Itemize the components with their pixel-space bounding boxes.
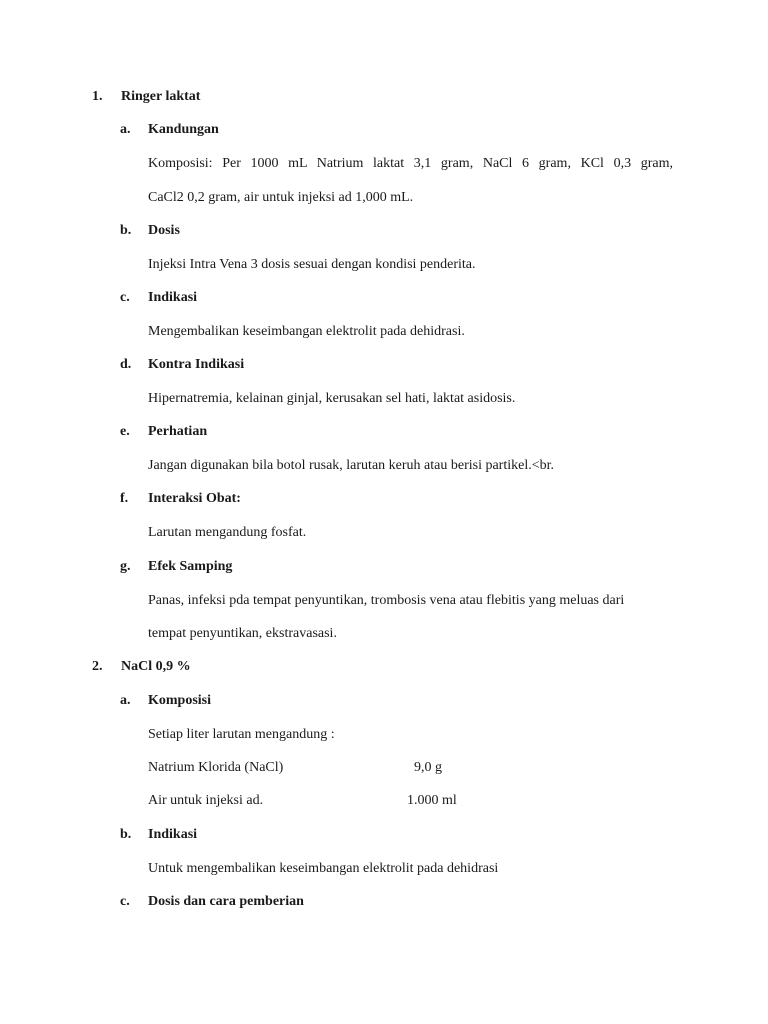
item-2a-header [120,692,212,710]
section-1-header [92,88,201,106]
item-heading: Kontra Indikasi [148,357,245,372]
item-1f-line-1: Larutan mengandung fosfat. [148,525,307,540]
item-letter: c. [120,894,130,909]
item-1c-header [120,289,198,307]
item-letter: g. [120,559,131,574]
section-2-title: NaCl 0,9 % [121,659,191,674]
item-2b-header [120,826,198,844]
item-heading: Interaksi Obat: [148,491,241,506]
item-1b-line-1: Injeksi Intra Vena 3 dosis sesuai dengan kondisi penderita. [148,257,476,272]
item-letter: d. [120,357,132,372]
item-1f-header [120,490,241,508]
item-1g-line-2: tempat penyuntikan, ekstravasasi. [148,626,337,641]
section-1-number: 1. [92,89,103,104]
item-2a-intro: Setiap liter larutan mengandung : [148,727,335,742]
item-letter: a. [120,122,131,137]
item-1g-line-1: Panas, infeksi pda tempat penyuntikan, trombosis vena atau flebitis yang meluas dari [148,593,625,608]
item-1e-header [120,423,208,441]
item-1d-line-1: Hipernatremia, kelainan ginjal, kerusakan sel hati, laktat asidosis. [148,391,516,406]
item-heading: Dosis [148,223,180,238]
item-heading: Komposisi [148,693,212,708]
item-1e-line-1: Jangan digunakan bila botol rusak, larutan keruh atau berisi partikel.<br. [148,458,554,473]
item-1a-header [120,121,219,139]
item-1a-line-2: CaCl2 0,2 gram, air untuk injeksi ad 1,000 mL. [148,190,414,205]
section-2-number: 2. [92,659,103,674]
section-1-title: Ringer laktat [121,89,201,104]
item-heading: Dosis dan cara pemberian [148,894,304,909]
composition-row-amount: 1.000 ml [407,793,457,808]
item-heading: Efek Samping [148,559,233,574]
item-2c-header [120,893,304,911]
item-1d-header [120,356,245,374]
item-1b-header [120,222,180,240]
item-letter: c. [120,290,130,305]
item-letter: f. [120,491,129,506]
item-letter: b. [120,827,132,842]
item-letter: e. [120,424,130,439]
item-1c-line-1: Mengembalikan keseimbangan elektrolit pada dehidrasi. [148,324,465,339]
composition-row-name: Natrium Klorida (NaCl) [148,760,284,775]
item-1a-line-1: Komposisi: Per 1000 mL Natrium laktat 3,1 gram, NaCl 6 gram, KCl 0,3 gram, [148,156,673,171]
item-2b-line-1: Untuk mengembalikan keseimbangan elektrolit pada dehidrasi [148,861,499,876]
item-letter: a. [120,693,131,708]
composition-row-amount: 9,0 g [414,760,442,775]
item-heading: Kandungan [148,122,219,137]
item-letter: b. [120,223,132,238]
section-2-header [92,658,191,676]
composition-row-name: Air untuk injeksi ad. [148,793,264,808]
item-heading: Indikasi [148,290,198,305]
item-1g-header [120,558,233,576]
item-heading: Perhatian [148,424,208,439]
item-heading: Indikasi [148,827,198,842]
